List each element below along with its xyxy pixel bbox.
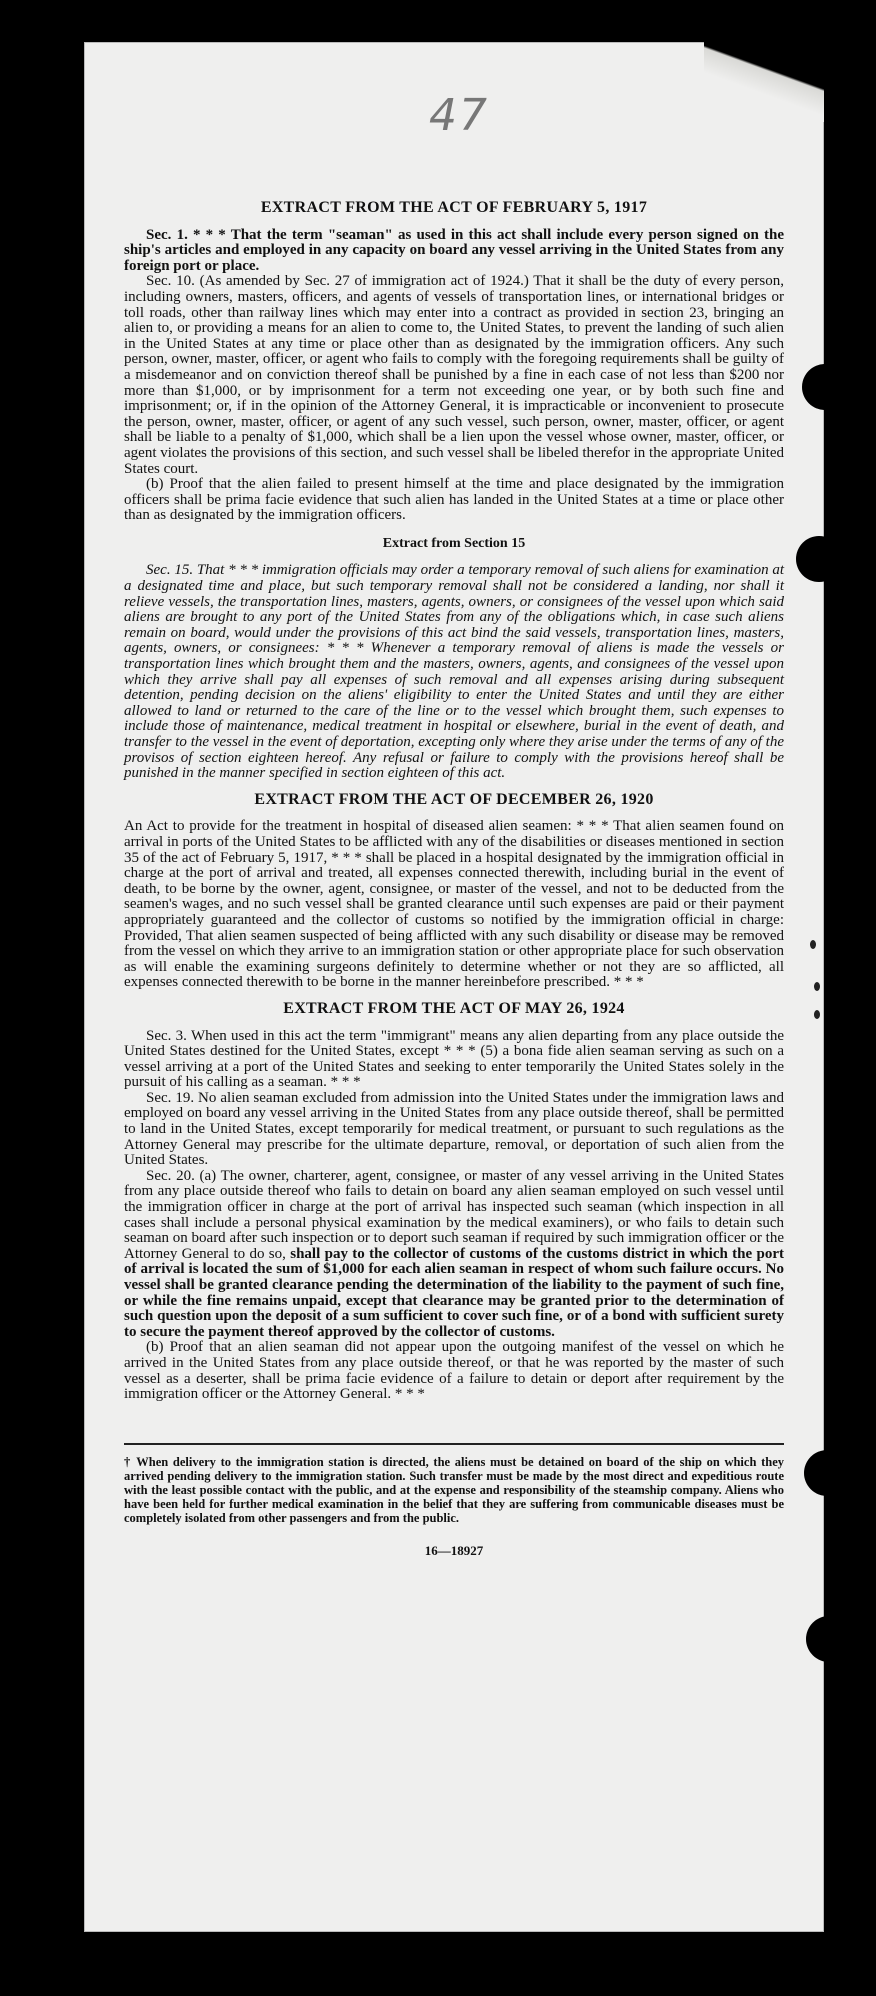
punch-hole	[796, 536, 824, 582]
punch-hole	[806, 1616, 824, 1662]
paragraph-sec3: Sec. 3. When used in this act the term "immigrant" means any alien departing from any place outside the United States destined for the United States, except * * * (5) a bona fide alien seaman serving as such on a vessel arriving at a port of the United States and seeking to enter temporarily the United States solely in the pursuit of his calling as a seaman. * * *	[124, 1027, 784, 1091]
document-page	[84, 42, 824, 1932]
paragraph-sec19: Sec. 19. No alien seaman excluded from admission into the United States under the immigration laws and employed on board any vessel arriving in the United States from any place outside thereof, shall be permitted to land in the United States, except temporarily for medical treatment, or pursuant to such regulations as the Attorney General may prescribe for the ultimate departure, removal, or deportation of such alien from the United States.	[124, 1089, 784, 1169]
heading-act-may-1924: EXTRACT FROM THE ACT OF MAY 26, 1924	[283, 999, 625, 1017]
heading-act-dec-1920: EXTRACT FROM THE ACT OF DECEMBER 26, 1920	[254, 790, 654, 808]
punch-hole	[804, 1450, 824, 1496]
paragraph-sec20a-text: Sec. 20. (a) The owner, charterer, agent, consignee, or master of any vessel arriving in the United States from any place outside thereof who fails to detain on board any alien seaman employed on such vessel until the immigration officer in charge at the port of arrival has inspected such seaman (which inspection in all cases shall include a personal physical examination by the medical examiners), or who fails to detain such seaman on board after such inspection or to deport such seaman if required by such immigration officer or the Attorney General to do so,	[124, 1167, 784, 1262]
paragraph-sec10b: (b) Proof that the alien failed to present himself at the time and place designated by the immigration officers shall be prima facie evidence that such alien has landed in the United States at a time or place other than as designated by the immigration officers.	[124, 476, 784, 524]
ink-mark	[814, 982, 820, 991]
footnote: † When delivery to the immigration station is directed, the aliens must be detained on board of the ship on which they arrived pending delivery to the immigration station. Such transfer must be made by the most direct and expeditious route with the least possible contact with the public, and at the expense and responsibility of the steamship company. Aliens who have been held for further medical examination in the belief that they are suffering from communicable diseases must be completely isolated from other passengers and from the public.	[124, 1443, 784, 1525]
form-number: 16—18927	[424, 1542, 484, 1558]
ink-mark	[814, 1010, 820, 1019]
punch-hole	[802, 364, 824, 410]
paragraph-sec10: Sec. 10. (As amended by Sec. 27 of immigration act of 1924.) That it shall be the duty of every person, including owners, masters, officers, and agents of vessels of transportation lines, or international bridges or toll roads, other than railway lines which may enter into a contract as provided in section 23, bringing an alien to, or providing a means for an alien to come to, the United States, to prevent the landing of such alien in the United States at any time or place other than as designated by the immigration officers. Any such person, owner, master, officer, or agent who fails to comply with the foregoing requirements shall be guilty of a misdemeanor and on conviction thereof shall be punished by a fine in each case of not less than $200 nor more than $1,000, or by imprisonment for a term not exceeding one year, or by both such fine and imprisonment; or, if in the opinion of the Attorney General, it is impracticable or inconvenient to prosecute the person, owner, master, officer, or agent of any such vessel, such person, owner, master, officer, or agent shall be liable to a penalty of $1,000, which shall be a lien upon the vessel whose owner, master, officer, or agent violates the provisions of this section, and such vessel shall be libeled therefor in the appropriate United States court.	[124, 273, 784, 477]
folded-corner	[704, 42, 824, 122]
paragraph-sec20a	[124, 1169, 784, 1341]
handwritten-page-number: 47	[429, 90, 489, 141]
document-body	[124, 190, 784, 1558]
paragraph-sec20a-bold: shall pay to the collector of customs of the customs district in which the port of arrival is located the sum of $1,000 for each alien seaman in respect of whom such failure occurs. No vessel shall be granted clearance pending the determination of the liability to the payment of such fine, or while the fine remains unpaid, except that clearance may be granted prior to the determination of such question upon the deposit of a sum sufficient to cover such fine, or of a bond with sufficient surety to secure the payment thereof approved by the collector of customs.	[124, 1245, 785, 1340]
heading-section15: Extract from Section 15	[382, 535, 526, 551]
paragraph-act-1920: An Act to provide for the treatment in hospital of diseased alien seamen: * * * That alien seamen found on arrival in ports of the United States to be afflicted with any of the disabilities or diseases mentioned in section 35 of the act of February 5, 1917, * * * shall be placed in a hospital designated by the immigration official in charge at the port of arrival and treated, all expenses connected therewith, including burial in the event of death, to be borne by the owner, agent, consignee, or master of the vessel, and not to be deducted from the seamen's wages, and no such vessel shall be granted clearance until such expenses are paid or their payment appropriately guaranteed and the collector of customs so notified by the immigration official in charge: Provided, That alien seamen suspected of being afflicted with any such disability or disease may be removed from the vessel on which they arrive to an immigration station or other appropriate place for such observation as will enable the examining surgeons definitely to determine whether or not they are so afflicted, all expenses connected therewith to be borne in the manner hereinbefore prescribed. * * *	[124, 818, 784, 991]
paragraph-sec1: Sec. 1. * * * That the term "seaman" as used in this act shall include every person signed on the ship's articles and employed in any capacity on board any vessel arriving in the United States from any foreign port or place.	[124, 226, 784, 274]
heading-act-feb-1917: EXTRACT FROM THE ACT OF FEBRUARY 5, 1917	[260, 199, 648, 216]
paragraph-sec20b: (b) Proof that an alien seaman did not appear upon the outgoing manifest of the vessel on which he arrived in the United States from any place outside thereof, or that he was reported by the master of such vessel as a deserter, shall be prima facie evidence of a failure to detain or deport after requirement by the immigration officer or the Attorney General. * * *	[124, 1339, 784, 1403]
paragraph-sec15: Sec. 15. That * * * immigration officials may order a temporary removal of such aliens for examination at a designated time and place, but such temporary removal shall not be considered a landing, nor shall it relieve vessels, the transportation lines, masters, agents, owners, or consignees of the vessel upon which said aliens are brought to any port of the United States from any of the obligations which, in case such aliens remain on board, would under the provisions of this act bind the said vessels, transportation lines, masters, agents, owners, or consignees: * * * Whenever a temporary removal of aliens is made the vessels or transportation lines which brought them and the masters, owners, agents, and consignees of the vessel upon which they arrive shall pay all expenses of such removal and all expenses arising during subsequent detention, pending decision on the aliens' eligibility to enter the United States and until they are either allowed to land or returned to the care of the line or to the vessel which brought them, such expenses to include those of maintenance, medical treatment in hospital or elsewhere, burial in the event of death, and transfer to the vessel in the event of deportation, excepting only where they arise under the terms of any of the provisos of section eighteen hereof. Any refusal or failure to comply with the provisions hereof shall be punished in the manner specified in section eighteen of this act.	[124, 562, 784, 782]
ink-mark	[810, 940, 816, 949]
